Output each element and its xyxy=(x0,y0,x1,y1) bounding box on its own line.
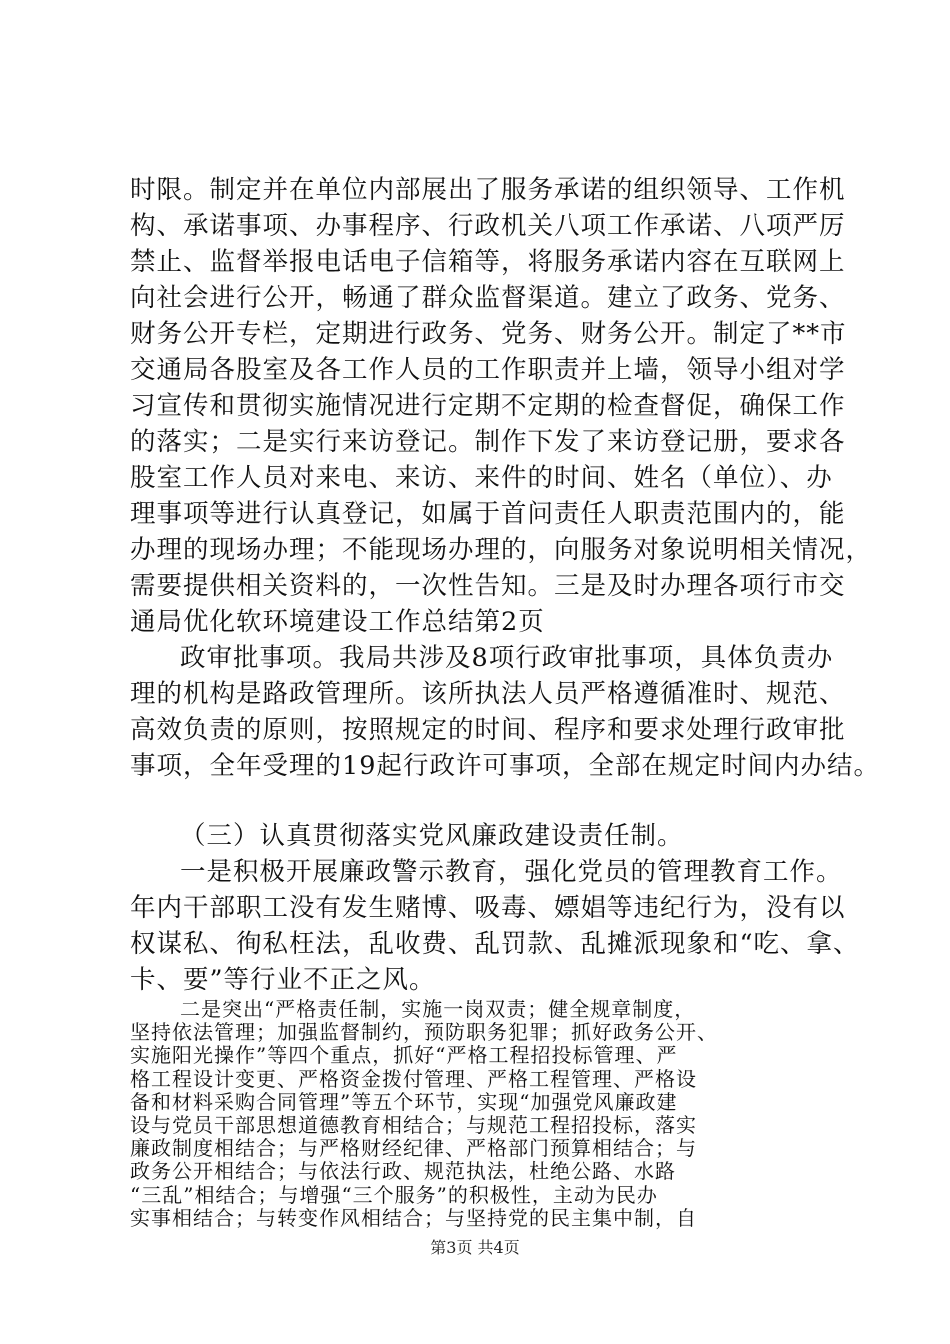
text-line: 一是积极开展廉政警示教育，强化党员的管理教育工作。 xyxy=(180,857,843,887)
text-line: 备和材料采购合同管理”等五个环节，实现“加强党风廉政建 xyxy=(130,1089,678,1114)
text-line: 股室工作人员对来电、来访、来件的时间、姓名（单位）、办 xyxy=(130,463,833,493)
text-line: 需要提供相关资料的，一次性告知。三是及时办理各项行市交 xyxy=(130,571,846,601)
text-line: 格工程设计变更、严格资金拨付管理、严格工程管理、严格设 xyxy=(130,1066,697,1091)
text-line: 二是突出“严格责任制，实施一岗双责；健全规章制度， xyxy=(180,997,696,1021)
text-line: 理事项等进行认真登记，如属于首问责任人职责范围内的，能 xyxy=(130,499,846,529)
text-line: 的落实；二是实行来访登记。制作下发了来访登记册，要求各 xyxy=(130,427,846,457)
text-line: 事项，全年受理的19起行政许可事项，全部在规定时间内办结。 xyxy=(130,751,880,781)
text-line: 高效负责的原则，按照规定的时间、程序和要求处理行政审批 xyxy=(130,715,846,745)
text-line: 通局优化软环境建设工作总结第2页 xyxy=(130,607,545,637)
text-line: 廉政制度相结合；与严格财经纪律、严格部门预算相结合；与 xyxy=(130,1136,697,1161)
text-line: 交通局各股室及各工作人员的工作职责并上墙，领导小组对学 xyxy=(130,355,846,385)
text-line: 卡、要”等行业不正之风。 xyxy=(130,965,436,995)
text-line: “三乱”相结合；与增强“三个服务”的积极性，主动为民办 xyxy=(130,1182,658,1207)
text-line: 坚持依法管理；加强监督制约，预防职务犯罪；抓好政务公开、 xyxy=(130,1020,718,1045)
text-line: 时限。制定并在单位内部展出了服务承诺的组织领导、工作机 xyxy=(130,175,846,205)
text-line: 办理的现场办理；不能现场办理的，向服务对象说明相关情况， xyxy=(130,535,873,565)
text-line: 理的机构是路政管理所。该所执法人员严格遵循准时、规范、 xyxy=(130,679,846,709)
page-number-footer: 第3页 共4页 xyxy=(430,1238,520,1257)
text-line: 习宣传和贯彻实施情况进行定期不定期的检查督促，确保工作 xyxy=(130,391,846,421)
text-line: 财务公开专栏，定期进行政务、党务、财务公开。制定了**市 xyxy=(130,319,847,349)
text-line: 实施阳光操作”等四个重点，抓好“严格工程招投标管理、严 xyxy=(130,1043,678,1068)
text-line: 实事相结合；与转变作风相结合；与坚持党的民主集中制，自 xyxy=(130,1205,697,1230)
text-line: 向社会进行公开，畅通了群众监督渠道。建立了政务、党务、 xyxy=(130,283,846,313)
text-line: 政务公开相结合；与依法行政、规范执法，杜绝公路、水路 xyxy=(130,1159,676,1184)
text-line: 年内干部职工没有发生赌博、吸毒、嫖娼等违纪行为，没有以 xyxy=(130,893,846,923)
text-line: 禁止、监督举报电话电子信箱等，将服务承诺内容在互联网上 xyxy=(130,247,846,277)
text-line: 设与党员干部思想道德教育相结合；与规范工程招投标，落实 xyxy=(130,1113,697,1137)
text-line: 构、承诺事项、办事程序、行政机关八项工作承诺、八项严厉 xyxy=(130,211,846,241)
section-heading: （三）认真贯彻落实党风廉政建设责任制。 xyxy=(180,821,684,851)
text-line: 权谋私、徇私枉法，乱收费、乱罚款、乱摊派现象和“吃、拿、 xyxy=(130,929,860,959)
text-line: 政审批事项。我局共涉及8项行政审批事项，具体负责办 xyxy=(180,643,834,673)
